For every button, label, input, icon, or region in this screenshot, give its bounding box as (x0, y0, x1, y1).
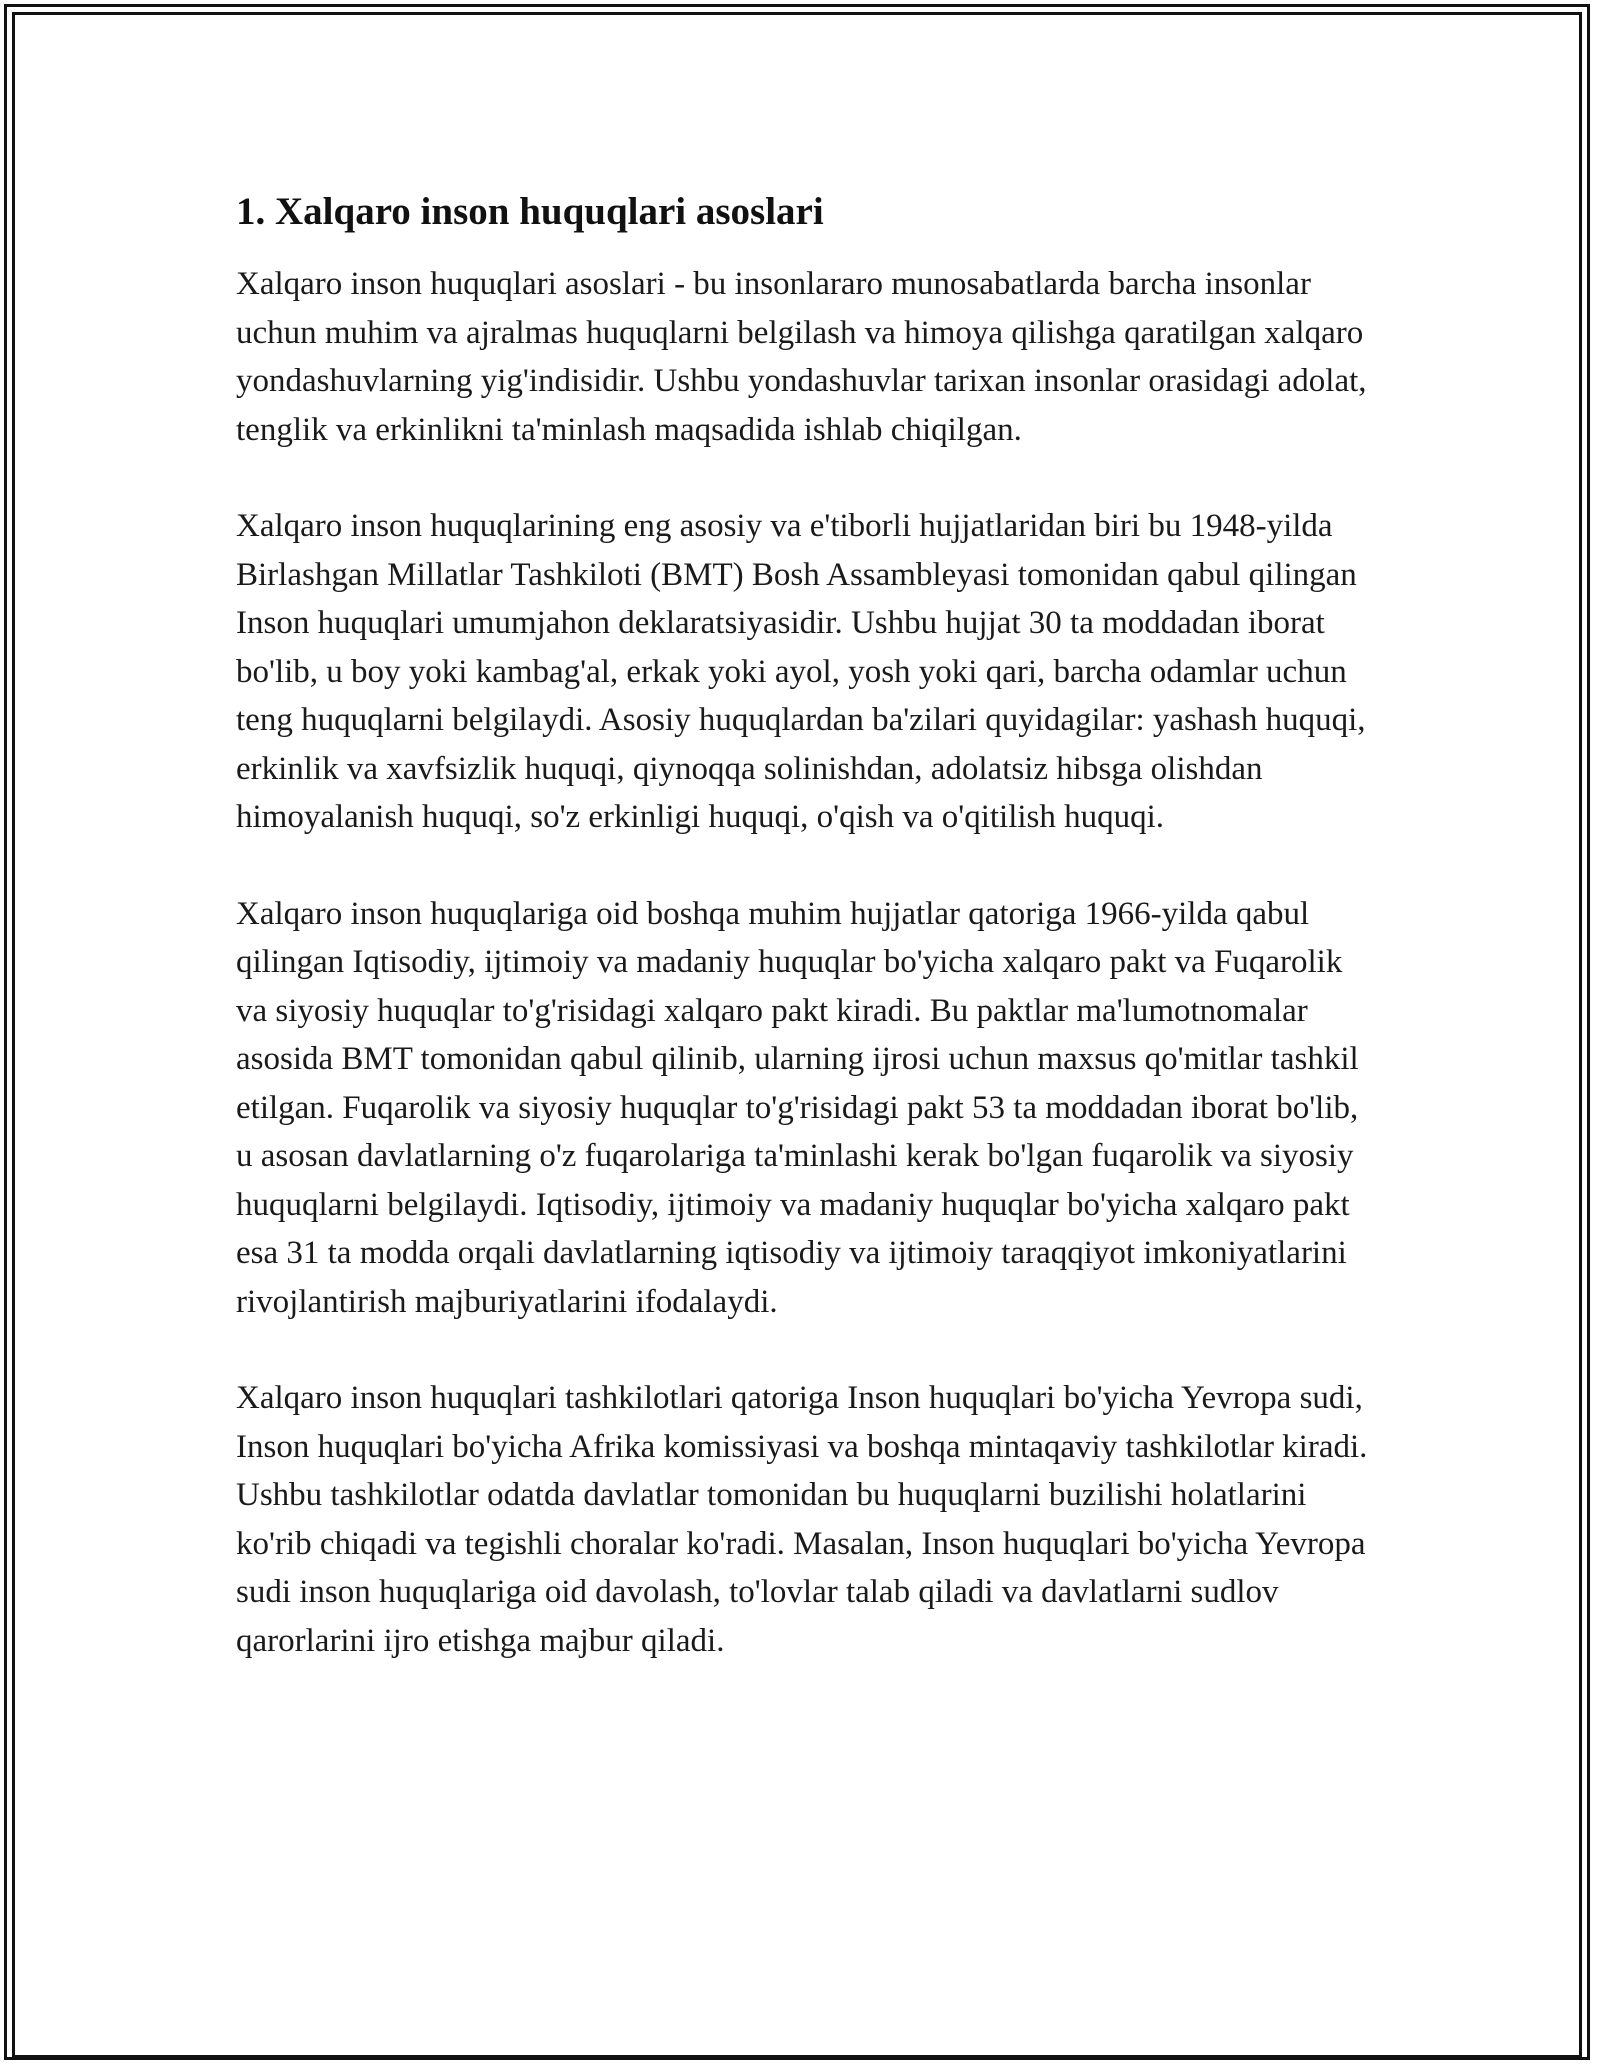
paragraph-1: Xalqaro inson huquqlari asoslari - bu insonlararo munosabatlarda barcha insonlar uchun muhim va ajralmas huquqlarni belgilash va himoya qilishga qaratilgan xalqaro yondashuvlarning yig'indisidir. Ushbu yondashuvlar tarixan insonlar orasidagi adolat, tenglik va erkinlikni ta'minlash maqsadida ishlab chiqilgan. (236, 266, 1367, 448)
document-body (236, 186, 1376, 1713)
paragraph-2: Xalqaro inson huquqlarining eng asosiy va e'tiborli hujjatlaridan biri bu 1948-yilda Birlashgan Millatlar Tashkiloti (BMT) Bosh Assambleyasi tomonidan qabul qilingan Inson huquqlari umumjahon deklaratsiyasidir. Ushbu hujjat 30 ta moddadan iborat bo'lib, u boy yoki kambag'al, erkak yoki ayol, yosh yoki qari, barcha odamlar uchun teng huquqlarni belgilaydi. Asosiy huquqlardan ba'zilari quyidagilar: yashash huquqi, erkinlik va xavfsizlik huquqi, qiynoqqa solinishdan, adolatsiz hibsga olishdan himoyalanish huquqi, so'z erkinligi huquqi, o'qish va o'qitilish huquqi. (236, 508, 1366, 835)
paragraph-3: Xalqaro inson huquqlariga oid boshqa muhim hujjatlar qatoriga 1966-yilda qabul qilingan Iqtisodiy, ijtimoiy va madaniy huquqlar bo'yicha xalqaro pakt va Fuqarolik va siyosiy huquqlar to'g'risidagi xalqaro pakt kiradi. Bu paktlar ma'lumotnomalar asosida BMT tomonidan qabul qilinib, ularning ijrosi uchun maxsus qo'mitlar tashkil etilgan. Fuqarolik va siyosiy huquqlar to'g'risidagi pakt 53 ta moddadan iborat bo'lib, u asosan davlatlarning o'z fuqarolariga ta'minlashi kerak bo'lgan fuqarolik va siyosiy huquqlarni belgilaydi. Iqtisodiy, ijtimoiy va madaniy huquqlar bo'yicha xalqaro pakt esa 31 ta modda orqali davlatlarning iqtisodiy va ijtimoiy taraqqiyot imkoniyatlarini rivojlantirish majburiyatlarini ifodalaydi. (236, 895, 1359, 1320)
section-heading: 1. Xalqaro inson huquqlari asoslari (236, 190, 824, 233)
paragraph-4: Xalqaro inson huquqlari tashkilotlari qatoriga Inson huquqlari bo'yicha Yevropa sudi, Inson huquqlari bo'yicha Afrika komissiyasi va boshqa mintaqaviy tashkilotlar kiradi. Ushbu tashkilotlar odatda davlatlar tomonidan bu huquqlarni buzilishi holatlarini ko'rib chiqadi va tegishli choralar ko'radi. Masalan, Inson huquqlari bo'yicha Yevropa sudi inson huquqlariga oid davolash, to'lovlar talab qiladi va davlatlarni sudlov qarorlarini ijro etishga majbur qiladi. (236, 1380, 1368, 1659)
